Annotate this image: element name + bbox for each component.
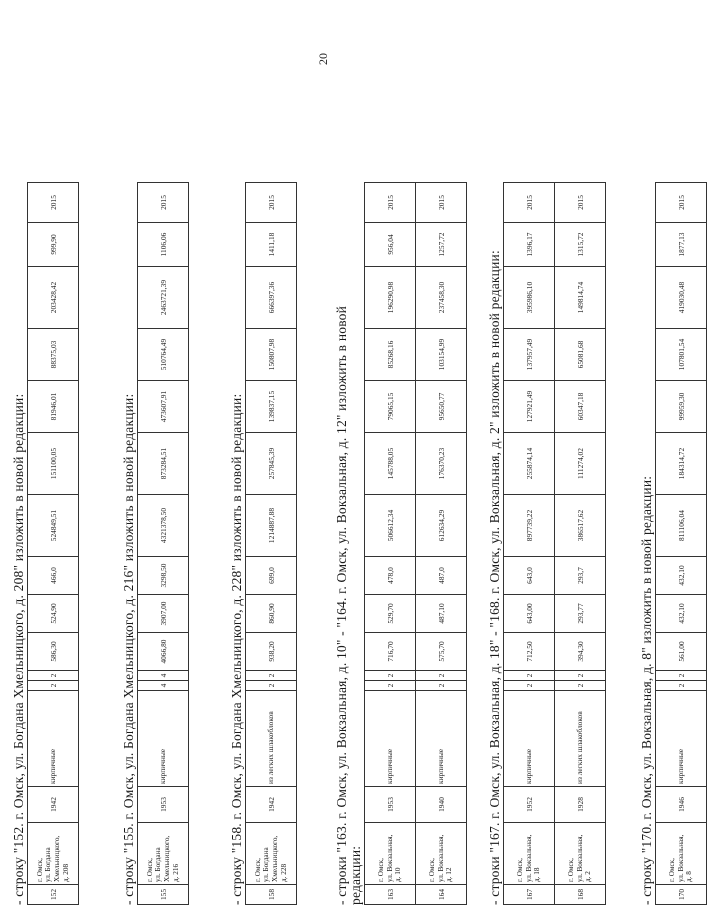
address-line: д. 8 [685,871,694,882]
value-cell: 1214887,88 [246,495,297,557]
value-cell: 873284,51 [138,433,189,495]
amendment-block [230,182,297,905]
page-number: 20 [316,53,330,65]
value-cell: 2463721,39 [138,267,189,329]
amendment-instruction: - строку "152. г. Омск, ул. Богдана Хмельницкого, д. 208" изложить в новой редакции: [11,393,26,905]
entrances-count: 2 [365,671,416,681]
table-row [246,183,297,905]
value-cell: 1396,17 [504,223,555,267]
amendment-instruction: - строку "170. г. Омск, ул. Вокзальная, д. 8" изложить в новой редакции: [639,475,654,905]
amendment-block [122,182,189,905]
value-cell: 419030,48 [656,267,707,329]
address-line: г. Омск, [253,858,262,882]
floors-count: 2 [656,681,707,691]
value-cell: 612634,29 [416,495,467,557]
address-line: д. 208 [61,863,70,882]
row-number: 152 [28,885,79,905]
address-cell [28,823,79,885]
address-line: г. Омск, [428,858,437,882]
value-cell: 386517,62 [555,495,606,557]
address-cell [246,823,297,885]
wall-material: из легких шлакоблоков [246,691,297,787]
value-cell: 237458,30 [416,267,467,329]
row-number: 170 [656,885,707,905]
table-row [365,183,416,905]
value-cell: 699,0 [246,557,297,595]
row-number: 167 [504,885,555,905]
address-line: д. 18 [533,867,542,882]
value-cell: 137957,49 [504,329,555,381]
floors-count: 2 [365,681,416,691]
value-cell: 432,10 [656,595,707,633]
year-built: 1952 [504,787,555,823]
amendment-instruction-continued: редакции: [348,845,363,905]
year-built: 1953 [365,787,416,823]
floors-count: 2 [555,681,606,691]
value-cell: 999,90 [28,223,79,267]
value-cell: 478,0 [365,557,416,595]
value-cell: 111274,02 [555,433,606,495]
amendment-block [12,182,79,905]
value-cell: 395986,10 [504,267,555,329]
address-line: ул. Вокзальная, [524,834,533,882]
wall-material: кирпичные [365,691,416,787]
address-line: д. 2 [584,871,593,882]
wall-material: кирпичные [416,691,467,787]
address-line: д. 10 [394,867,403,882]
value-cell: 293,7 [555,557,606,595]
address-line: ул. Вокзальная, [385,834,394,882]
value-cell: 473607,91 [138,381,189,433]
value-cell: 196290,98 [365,267,416,329]
entrances-count: 2 [555,671,606,681]
value-cell: 716,70 [365,633,416,671]
value-cell: 561,00 [656,633,707,671]
wall-material: кирпичные [138,691,189,787]
value-cell: 643,0 [504,557,555,595]
record-table [364,182,467,905]
value-cell: 176370,23 [416,433,467,495]
address-line: г. Омск, [35,858,44,882]
value-cell: 529,70 [365,595,416,633]
value-cell: 466,0 [28,557,79,595]
amendment-block [640,182,707,905]
address-line: г. Омск, [377,858,386,882]
table-row [656,183,707,905]
value-cell: 88375,03 [28,329,79,381]
value-cell: 487,0 [416,557,467,595]
value-cell: 203428,42 [28,267,79,329]
value-cell: 575,70 [416,633,467,671]
address-line: Хмельницкого, [53,835,61,882]
value-cell: 712,50 [504,633,555,671]
amendment-instruction: - строку "158. г. Омск, ул. Богдана Хмельницкого, д. 228" изложить в новой редакции: [229,393,244,905]
value-cell: 2015 [656,183,707,223]
wall-material: кирпичные [656,691,707,787]
value-cell: 2015 [504,183,555,223]
value-cell: 3298,50 [138,557,189,595]
address-line: д. 216 [171,863,180,882]
value-cell: 487,10 [416,595,467,633]
value-cell: 1106,06 [138,223,189,267]
value-cell: 1257,72 [416,223,467,267]
value-cell: 2015 [555,183,606,223]
value-cell: 145788,05 [365,433,416,495]
amendment-instruction: - строки "167. г. Омск, ул. Вокзальная, д. 18" - "168. г. Омск, ул. Вокзальная, д. 2" изложить в новой редакции: [487,250,502,905]
floors-count: 2 [416,681,467,691]
value-cell: 432,10 [656,557,707,595]
row-number: 158 [246,885,297,905]
address-cell [504,823,555,885]
amendment-instruction: - строку "155. г. Омск, ул. Богдана Хмельницкого, д. 216" изложить в новой редакции: [121,393,136,905]
entrances-count: 2 [656,671,707,681]
value-cell: 4321378,50 [138,495,189,557]
address-line: г. Омск, [567,858,576,882]
value-cell: 2015 [138,183,189,223]
value-cell: 506612,34 [365,495,416,557]
value-cell: 586,30 [28,633,79,671]
value-cell: 2015 [365,183,416,223]
address-cell [555,823,606,885]
amendment-block [335,182,467,905]
value-cell: 293,77 [555,595,606,633]
address-line: г. Омск, [145,858,154,882]
year-built: 1942 [28,787,79,823]
value-cell: 394,30 [555,633,606,671]
value-cell: 4066,80 [138,633,189,671]
value-cell: 255874,14 [504,433,555,495]
year-built: 1946 [656,787,707,823]
address-line: Хмельницкого, [163,835,171,882]
entrances-count: 2 [246,671,297,681]
row-number: 168 [555,885,606,905]
value-cell: 184314,72 [656,433,707,495]
table-row [555,183,606,905]
value-cell: 60347,18 [555,381,606,433]
value-cell: 3907,00 [138,595,189,633]
value-cell: 149814,74 [555,267,606,329]
record-table [27,182,79,905]
value-cell: 510764,49 [138,329,189,381]
year-built: 1942 [246,787,297,823]
record-table [655,182,707,905]
year-built: 1940 [416,787,467,823]
entrances-count: 4 [138,671,189,681]
address-line: ул. Вокзальная, [436,834,445,882]
value-cell: 956,04 [365,223,416,267]
value-cell: 2015 [28,183,79,223]
value-cell: 257845,39 [246,433,297,495]
address-line: г. Омск, [516,858,525,882]
floors-count: 2 [28,681,79,691]
address-line: ул. Богдана [154,847,163,882]
value-cell: 897739,22 [504,495,555,557]
value-cell: 65081,68 [555,329,606,381]
wall-material: из легких шлакоблоков [555,691,606,787]
amendment-instruction: - строки "163. г. Омск, ул. Вокзальная, д. 10" - "164. г. Омск, ул. Вокзальная, д. 12" изложить в новой [334,305,349,905]
value-cell: 139837,15 [246,381,297,433]
address-cell [365,823,416,885]
floors-count: 2 [246,681,297,691]
value-cell: 524849,51 [28,495,79,557]
address-line: ул. Вокзальная, [676,834,685,882]
table-row [138,183,189,905]
floors-count: 2 [504,681,555,691]
address-line: ул. Богдана [44,847,53,882]
year-built: 1928 [555,787,606,823]
record-table [503,182,606,905]
value-cell: 95650,77 [416,381,467,433]
address-cell [416,823,467,885]
address-line: ул. Вокзальная, [575,834,584,882]
value-cell: 938,20 [246,633,297,671]
record-table [137,182,189,905]
value-cell: 1877,13 [656,223,707,267]
value-cell: 643,00 [504,595,555,633]
entrances-count: 2 [28,671,79,681]
wall-material: кирпичные [504,691,555,787]
row-number: 155 [138,885,189,905]
address-line: д. 12 [445,867,454,882]
table-row [28,183,79,905]
wall-material: кирпичные [28,691,79,787]
value-cell: 1315,72 [555,223,606,267]
value-cell: 150807,98 [246,329,297,381]
entrances-count: 2 [504,671,555,681]
value-cell: 1411,18 [246,223,297,267]
address-line: ул. Богдана [262,847,271,882]
address-line: г. Омск, [668,858,677,882]
amendment-block [488,182,606,905]
value-cell: 107801,54 [656,329,707,381]
value-cell: 99959,30 [656,381,707,433]
entrances-count: 2 [416,671,467,681]
row-number: 164 [416,885,467,905]
value-cell: 79065,15 [365,381,416,433]
value-cell: 2015 [416,183,467,223]
address-cell [138,823,189,885]
value-cell: 127921,49 [504,381,555,433]
address-line: Хмельницкого, [271,835,279,882]
value-cell: 811106,04 [656,495,707,557]
row-number: 163 [365,885,416,905]
value-cell: 103154,99 [416,329,467,381]
floors-count: 4 [138,681,189,691]
table-row [416,183,467,905]
value-cell: 151100,05 [28,433,79,495]
address-line: д. 228 [279,863,288,882]
value-cell: 2015 [246,183,297,223]
value-cell: 524,90 [28,595,79,633]
table-row [504,183,555,905]
address-cell [656,823,707,885]
value-cell: 666397,36 [246,267,297,329]
record-table [245,182,297,905]
value-cell: 860,90 [246,595,297,633]
value-cell: 85268,16 [365,329,416,381]
value-cell: 81946,01 [28,381,79,433]
year-built: 1953 [138,787,189,823]
